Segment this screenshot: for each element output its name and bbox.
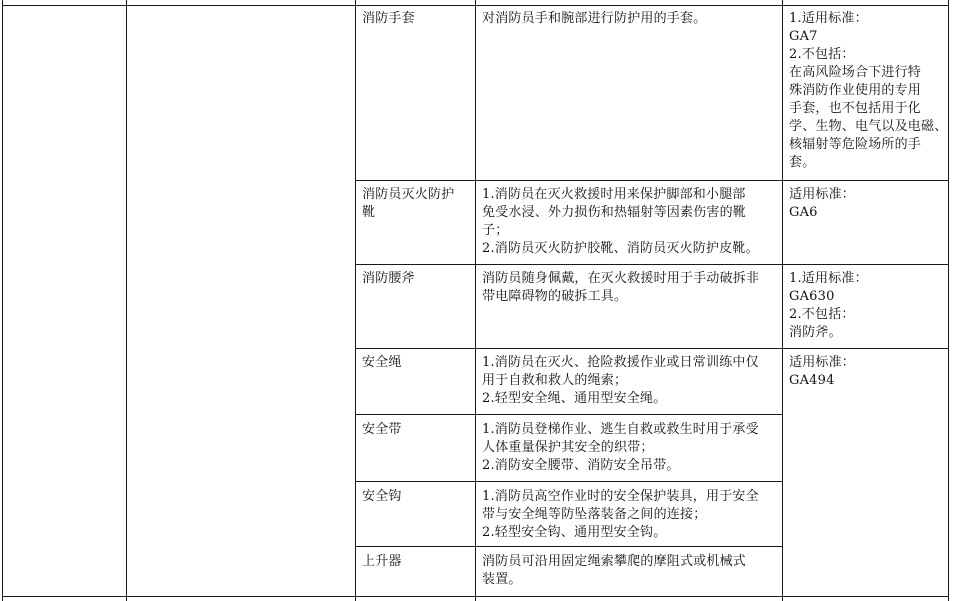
table-border-col4 [782,0,783,601]
item-standard-note: 1.适用标准： GA630 2.不包括： 消防斧。 [789,271,868,340]
table-border-top [2,5,949,6]
item-description: 1.消防员在灭火、抢险救援作业或日常训练中仅 用于自救和救人的绳索； 2.轻型安全绳、通用型安全绳。 [482,355,759,406]
item-name: 上升器 [362,554,402,569]
table-border-col3 [475,0,476,601]
item-standard-note: 适用标准： GA6 [789,187,856,220]
row-separator [355,414,783,415]
item-standard-note: 1.适用标准： GA7 2.不包括： 在高风险场合下进行特 殊消防作业使用的专用 手套，也不包括用于化 学、生物、电气以及电磁、 核辐射等危险场所的手 套。 [789,11,948,170]
row-separator [355,546,783,547]
row-separator [355,264,949,265]
item-description: 消防员可沿用固定绳索攀爬的摩阻式或机械式 装置。 [482,554,747,587]
table-border-col1 [126,0,127,601]
item-name: 安全绳 [362,355,402,370]
item-name: 安全钩 [362,489,402,504]
item-name: 消防手套 [362,11,415,26]
table-border-bottom [2,596,949,597]
item-name: 消防腰斧 [362,271,415,286]
item-description: 1.消防员高空作业时的安全保护装具，用于安全 带与安全绳等防坠落装备之间的连接； 2.轻型安全钩、通用型安全钩。 [482,489,759,540]
item-standard-note: 适用标准： GA494 [789,355,856,388]
item-description: 1.消防员在灭火救援时用来保护脚部和小腿部 免受水浸、外力损伤和热辐射等因素伤害的靴 子； 2.消防员灭火防护胶靴、消防员灭火防护皮靴。 [482,187,759,256]
item-description: 对消防员手和腕部进行防护用的手套。 [482,11,707,26]
table-border-col2 [355,0,356,601]
item-description: 消防员随身佩戴，在灭火救援时用于手动破拆非 带电障碍物的破拆工具。 [482,271,760,304]
item-description: 1.消防员登梯作业、逃生自救或救生时用于承受 人体重量保护其安全的织带； 2.消防安全腰带、消防安全吊带。 [482,422,759,473]
item-name: 安全带 [362,422,402,437]
row-separator [355,481,783,482]
item-name: 消防员灭火防护 靴 [362,187,455,220]
row-separator [355,348,949,349]
table-border-left [2,0,3,601]
row-separator [355,180,949,181]
